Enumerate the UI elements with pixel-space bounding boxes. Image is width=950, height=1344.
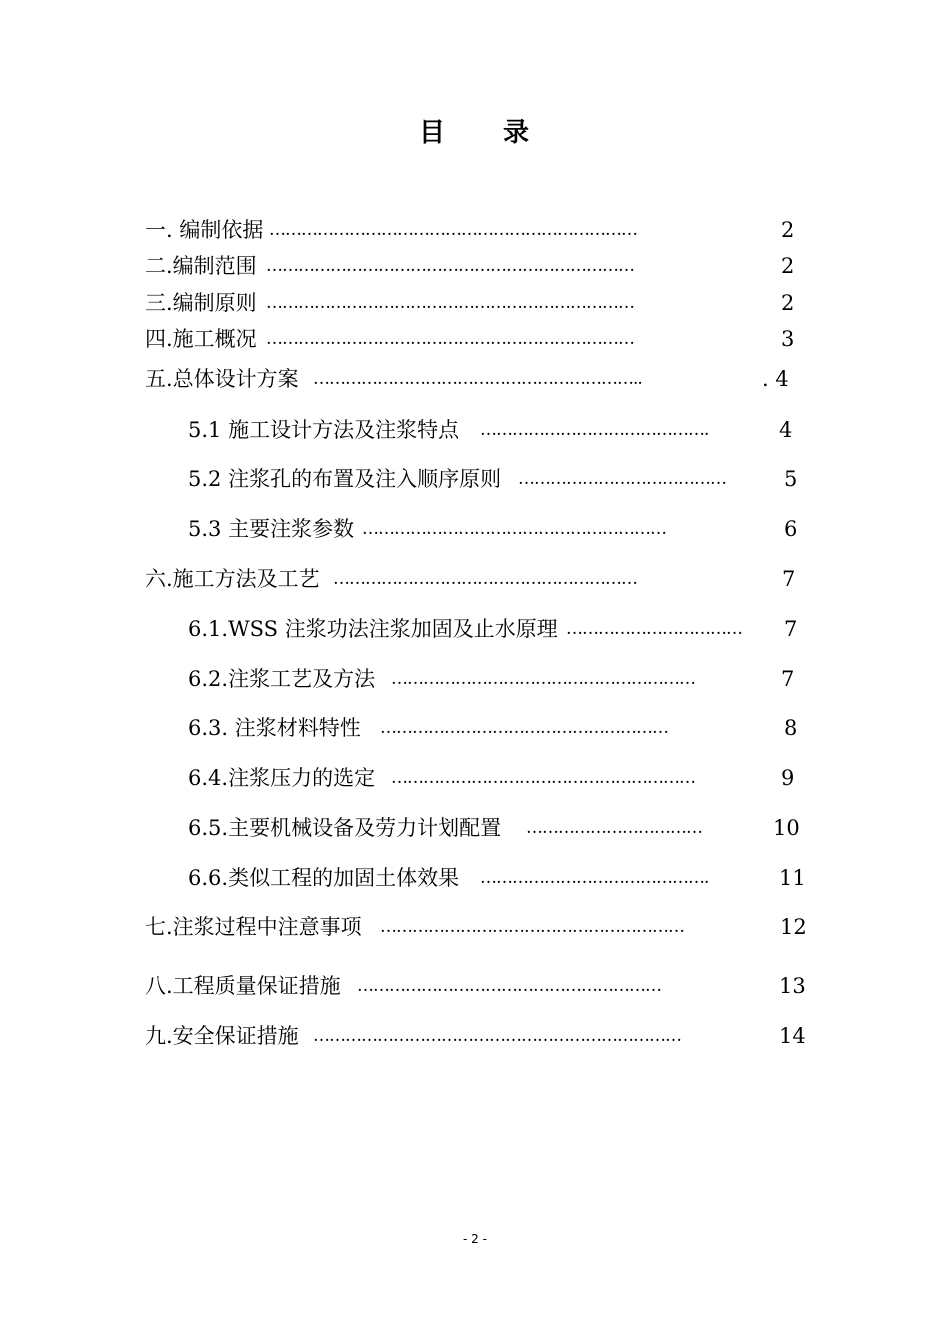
toc-leader: ……………………………………………………..: [313, 369, 642, 389]
toc-entry-label: 二.编制范围: [145, 254, 257, 278]
toc-entry-label: 一. 编制依据: [145, 218, 264, 242]
toc-page-number: 7: [784, 617, 798, 641]
toc-leader: ……………………………………………………………: [266, 293, 634, 313]
toc-entry-label: 五.总体设计方案: [145, 367, 299, 391]
toc-entry-label: 四.施工概况: [145, 327, 257, 351]
toc-page-number: 14: [779, 1024, 806, 1048]
toc-entry-4[interactable]: [145, 322, 795, 356]
toc-page-number: 2: [781, 291, 795, 315]
toc-entry-6[interactable]: [145, 562, 795, 596]
page-title: 目 录: [418, 118, 531, 148]
toc-entry-6-4[interactable]: [188, 761, 798, 795]
toc-page-number: 7: [782, 567, 796, 591]
toc-page-number: 2: [781, 218, 795, 242]
toc-leader: ……………………………………………………………: [269, 220, 637, 240]
toc-entry-label: 6.5.主要机械设备及劳力计划配置: [188, 816, 502, 840]
toc-leader: …………………………………….: [480, 868, 709, 888]
toc-entry-label: 6.3. 注浆材料特性: [188, 716, 361, 740]
toc-leader: ……………………………………………………………: [266, 256, 634, 276]
toc-entry-5-2[interactable]: [188, 462, 798, 496]
toc-entry-label: 六.施工方法及工艺: [145, 567, 320, 591]
toc-entry-5-3[interactable]: [188, 512, 798, 546]
toc-entry-label: 6.1.WSS 注浆功法注浆加固及止水原理: [188, 617, 558, 641]
toc-leader: …………………………………………………: [391, 768, 695, 788]
page-number-footer: - 2 -: [463, 1232, 487, 1246]
toc-entry-label: 八.工程质量保证措施: [145, 974, 341, 998]
toc-entry-label: 三.编制原则: [145, 291, 257, 315]
toc-entry-label: 5.2 注浆孔的布置及注入顺序原则: [188, 467, 502, 491]
toc-entry-6-1[interactable]: [188, 612, 798, 646]
toc-leader: ……………………………………………………………: [266, 329, 634, 349]
toc-leader: ………………………………………………: [380, 718, 668, 738]
toc-entry-label: 九.安全保证措施: [145, 1024, 299, 1048]
toc-entry-5[interactable]: [145, 362, 795, 396]
toc-entry-8[interactable]: [145, 969, 805, 1003]
toc-page-number: 4: [779, 418, 793, 442]
toc-entry-6-5[interactable]: [188, 811, 803, 845]
toc-page-number: 8: [784, 716, 798, 740]
toc-leader: ……………………………………………………………: [313, 1026, 681, 1046]
toc-entry-label: 5.1 施工设计方法及注浆特点: [188, 418, 460, 442]
toc-leader: ……………………………: [566, 619, 742, 639]
toc-leader: …………………………………: [518, 469, 726, 489]
toc-page-number: 2: [781, 254, 795, 278]
toc-page-number: 6: [784, 517, 798, 541]
toc-leader: …………………………………………………: [362, 519, 666, 539]
toc-entry-label: 5.3 主要注浆参数: [188, 517, 355, 541]
toc-leader: …………………………………………………: [380, 917, 684, 937]
toc-leader: …………………………………………………: [333, 569, 637, 589]
toc-entry-6-2[interactable]: [188, 662, 798, 696]
toc-page-number: 11: [779, 866, 806, 890]
toc-entry-3[interactable]: [145, 286, 795, 320]
toc-entry-6-6[interactable]: [188, 861, 806, 895]
toc-entry-7[interactable]: [145, 910, 805, 944]
toc-entry-9[interactable]: [145, 1019, 805, 1053]
toc-page-number: 5: [784, 467, 798, 491]
toc-page-number: 13: [779, 974, 806, 998]
toc-entry-label: 6.6.类似工程的加固土体效果: [188, 866, 460, 890]
toc-leader: …………………………………………………: [391, 669, 695, 689]
toc-entry-1[interactable]: [145, 213, 795, 247]
toc-entry-5-1[interactable]: [188, 413, 798, 447]
toc-entry-label: 6.2.注浆工艺及方法: [188, 667, 376, 691]
toc-page-number: 12: [780, 915, 807, 939]
toc-leader: …………………………………………………: [357, 976, 661, 996]
toc-entry-2[interactable]: [145, 249, 795, 283]
toc-entry-6-3[interactable]: [188, 711, 798, 745]
toc-page-number: 10: [773, 816, 800, 840]
toc-leader: ……………………………: [526, 818, 702, 838]
toc-page-number: 9: [781, 766, 795, 790]
toc-entry-label: 6.4.注浆压力的选定: [188, 766, 376, 790]
toc-page-number: 3: [781, 327, 795, 351]
toc-entry-label: 七.注浆过程中注意事项: [145, 915, 362, 939]
toc-leader: …………………………………….: [480, 420, 709, 440]
toc-page-number: . 4: [762, 367, 789, 391]
toc-page-number: 7: [781, 667, 795, 691]
